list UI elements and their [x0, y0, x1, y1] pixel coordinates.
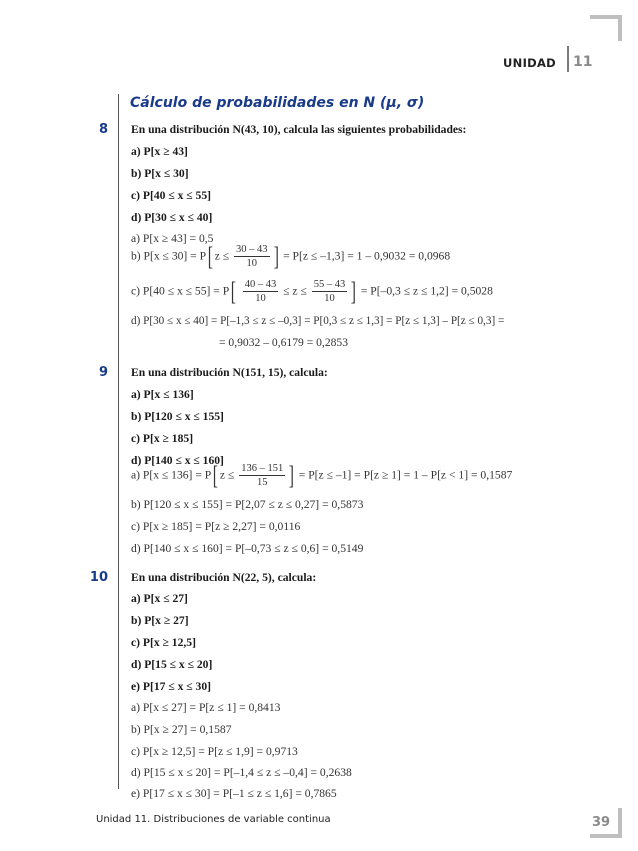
- unit-label: UNIDAD: [503, 56, 557, 70]
- question-item: d) P[140 ≤ x ≤ 160]: [131, 454, 224, 467]
- answer-text: a) P[x ≤ 136] = P: [131, 468, 212, 482]
- exercise-number: 8: [98, 122, 108, 137]
- answer-text: b) P[x ≤ 30] = P: [131, 249, 207, 263]
- answer-line-b: b) P[x ≤ 30] = P[ z ≤ $\frac{30 - 43}{10}$ ] = P[z ≤ –1,3] = 1 – 0,9032 = 0,0968: [131, 242, 451, 271]
- answer-line: e) P[17 ≤ x ≤ 30] = P[–1 ≤ z ≤ 1,6] = 0,7865: [131, 787, 337, 800]
- answer-text: ≤ z ≤: [283, 284, 307, 298]
- section-title: Cálculo de probabilidades en N (μ, σ): [130, 95, 425, 111]
- corner-frame-bottom-right-vertical: [618, 808, 622, 838]
- unit-separator: [567, 46, 569, 72]
- answer-line: b) P[120 ≤ x ≤ 155] = P[2,07 ≤ z ≤ 0,27] = 0,5873: [131, 498, 364, 511]
- fraction-denominator: 10: [246, 258, 258, 269]
- question-item: d) P[15 ≤ x ≤ 20]: [131, 658, 213, 671]
- fraction: [234, 244, 270, 270]
- question-item: c) P[x ≥ 12,5]: [131, 636, 196, 649]
- question-item: c) P[40 ≤ x ≤ 55]: [131, 189, 212, 202]
- right-bracket: ]: [350, 277, 357, 306]
- answer-text: c) P[40 ≤ x ≤ 55] = P: [131, 284, 230, 298]
- answer-line-c: [131, 279, 493, 305]
- answer-text: = P[–0,3 ≤ z ≤ 1,2] = 0,5028: [360, 284, 493, 298]
- left-bracket: [: [207, 242, 213, 271]
- fraction-numerator: 136 – 151: [241, 463, 284, 474]
- answer-line: d) P[140 ≤ x ≤ 160] = P[–0,73 ≤ z ≤ 0,6] = 0,5149: [131, 542, 364, 555]
- answer-line: c) P[x ≥ 185] = P[z ≥ 2,27] = 0,0116: [131, 520, 301, 533]
- exercise-number: 9: [98, 365, 108, 380]
- answer-line: b) P[x ≥ 27] = 0,1587: [131, 723, 232, 736]
- corner-frame-top-right-vertical: [618, 15, 622, 41]
- left-bracket: [: [212, 461, 219, 490]
- answer-line: a) P[x ≤ 27] = P[z ≤ 1] = 0,8413: [131, 701, 281, 714]
- exercise-statement: En una distribución N(151, 15), calcula:: [131, 366, 328, 379]
- unit-number: 11: [573, 54, 593, 70]
- question-item: b) P[x ≥ 27]: [131, 614, 189, 627]
- fraction-denominator: 10: [324, 293, 335, 304]
- answer-line: d) P[30 ≤ x ≤ 40] = P[–1,3 ≤ z ≤ –0,3] = P[0,3 ≤ z ≤ 1,3] = P[z ≤ 1,3] – P[z ≤ 0,3] =: [131, 315, 505, 327]
- exercise-statement: En una distribución N(43, 10), calcula las siguientes probabilidades:: [131, 123, 467, 136]
- answer-line: a) P[x ≥ 43] = 0,5: [131, 232, 214, 245]
- page-number: 39: [592, 815, 611, 830]
- answer-line-a: a) P[x ≤ 136] = P[ z ≤ $\frac{136 - 151}{15}$ ] = P[z ≤ –1] = P[z ≥ 1] = 1 – P[z < 1] = 0,1587: [131, 461, 513, 490]
- question-item: a) P[x ≤ 136]: [131, 388, 194, 401]
- question-item: e) P[17 ≤ x ≤ 30]: [131, 680, 212, 693]
- answer-line: = 0,9032 – 0,6179 = 0,2853: [219, 336, 349, 349]
- answer-text: = P[z ≤ –1,3] = 1 – 0,9032 = 0,0968: [283, 249, 451, 263]
- fraction-numerator: 30 – 43: [236, 244, 268, 255]
- question-item: a) P[x ≤ 27]: [131, 592, 188, 605]
- fraction: [239, 463, 285, 489]
- question-item: b) P[x ≤ 30]: [131, 167, 189, 180]
- answer-text: = P[z ≤ –1] = P[z ≥ 1] = 1 – P[z < 1] = 0,1587: [298, 468, 513, 482]
- right-bracket: ]: [288, 461, 295, 490]
- left-bracket: [: [230, 277, 237, 306]
- answer-line: c) P[x ≥ 12,5] = P[z ≤ 1,9] = 0,9713: [131, 745, 298, 758]
- fraction: [243, 279, 279, 305]
- question-item: d) P[30 ≤ x ≤ 40]: [131, 211, 213, 224]
- fraction-numerator: 40 – 43: [244, 279, 277, 290]
- question-item: b) P[120 ≤ x ≤ 155]: [131, 410, 224, 423]
- answer-line: d) P[15 ≤ x ≤ 20] = P[–1,4 ≤ z ≤ –0,4] = 0,2638: [131, 766, 352, 779]
- fraction-denominator: 15: [256, 477, 268, 488]
- question-item: c) P[x ≥ 185]: [131, 432, 194, 445]
- fraction-denominator: 10: [255, 293, 266, 304]
- right-bracket: ]: [273, 242, 279, 271]
- fraction-numerator: 55 – 43: [313, 279, 346, 290]
- margin-rule: [118, 94, 119, 789]
- exercise-statement: En una distribución N(22, 5), calcula:: [131, 571, 317, 584]
- fraction: [312, 279, 348, 305]
- footer-chapter-title: Unidad 11. Distribuciones de variable continua: [96, 814, 331, 825]
- exercise-number: 10: [89, 570, 108, 585]
- question-item: a) P[x ≥ 43]: [131, 145, 188, 158]
